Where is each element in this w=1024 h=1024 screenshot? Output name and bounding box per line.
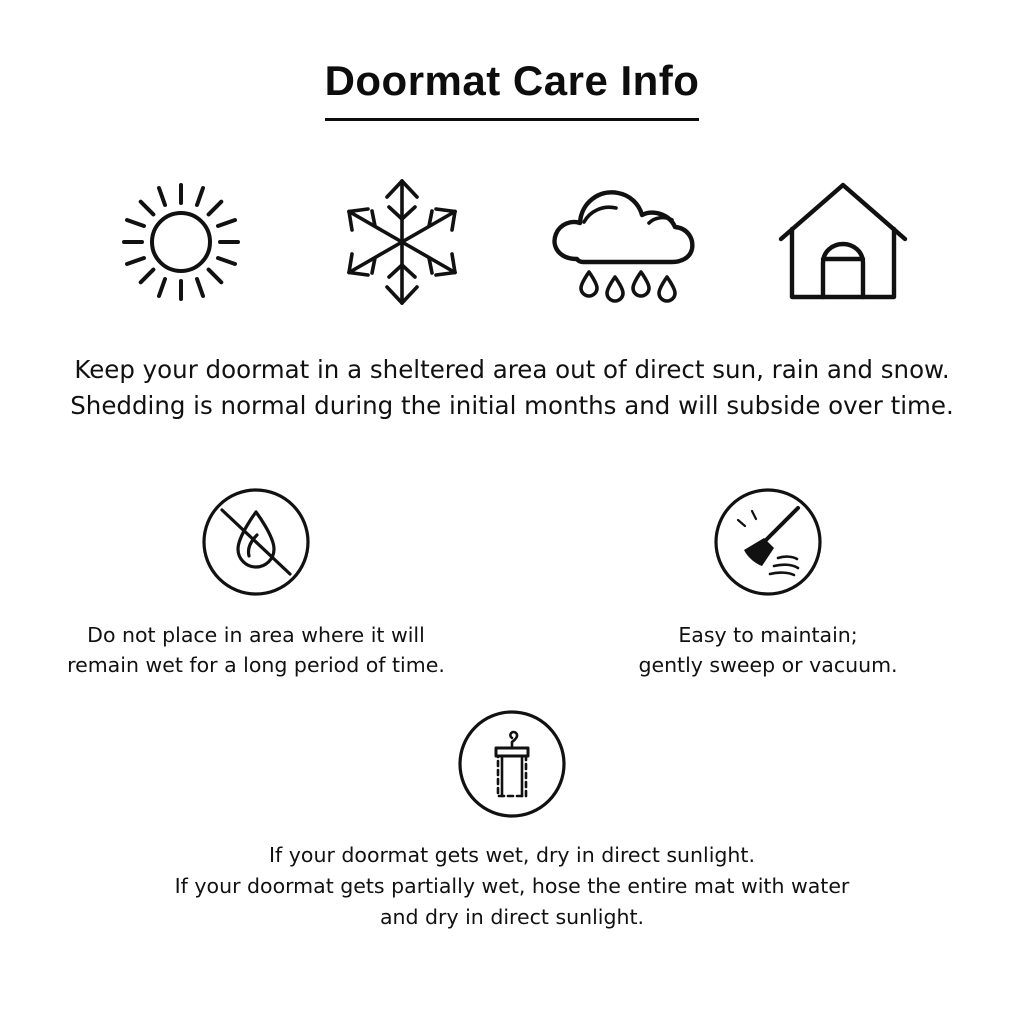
broom-sweep-icon [712,486,824,598]
tip-caption-line: Do not place in area where it will [87,623,425,647]
lead-paragraph [0,352,1024,424]
weather-icon-row [96,162,928,322]
tip-caption-line: If your doormat gets partially wet, hose the entire mat with water [174,874,850,898]
sun-icon [106,167,256,317]
page-title-container [0,58,1024,121]
page-title: Doormat Care Info [325,58,700,121]
snowflake-icon [327,167,477,317]
tip-caption [638,620,897,680]
tip-caption-line: remain wet for a long period of time. [67,653,445,677]
tip-caption-line: Easy to maintain; [678,623,858,647]
tip-caption-line: If your doormat gets wet, dry in direct sunlight. [269,843,755,867]
rain-cloud-icon [537,167,707,317]
weather-icon-cell [758,162,928,322]
tip-caption [67,620,445,680]
tip-easy-maintain [512,486,1024,680]
weather-icon-cell [96,162,266,322]
no-water-icon [200,486,312,598]
tip-caption-line: and dry in direct sunlight. [379,905,645,929]
tip-no-standing-water [0,486,512,680]
tips-row [0,486,1024,680]
lead-line: Shedding is normal during the initial months and will subside over time. [70,391,954,420]
weather-icon-cell [537,162,707,322]
tip-dry-in-sunlight [0,708,1024,933]
lead-line: Keep your doormat in a sheltered area out of direct sun, rain and snow. [74,355,950,384]
tip-caption-line: gently sweep or vacuum. [638,653,898,677]
house-icon [768,167,918,317]
tip-caption [175,840,850,933]
hang-dry-icon [456,708,568,820]
weather-icon-cell [317,162,487,322]
